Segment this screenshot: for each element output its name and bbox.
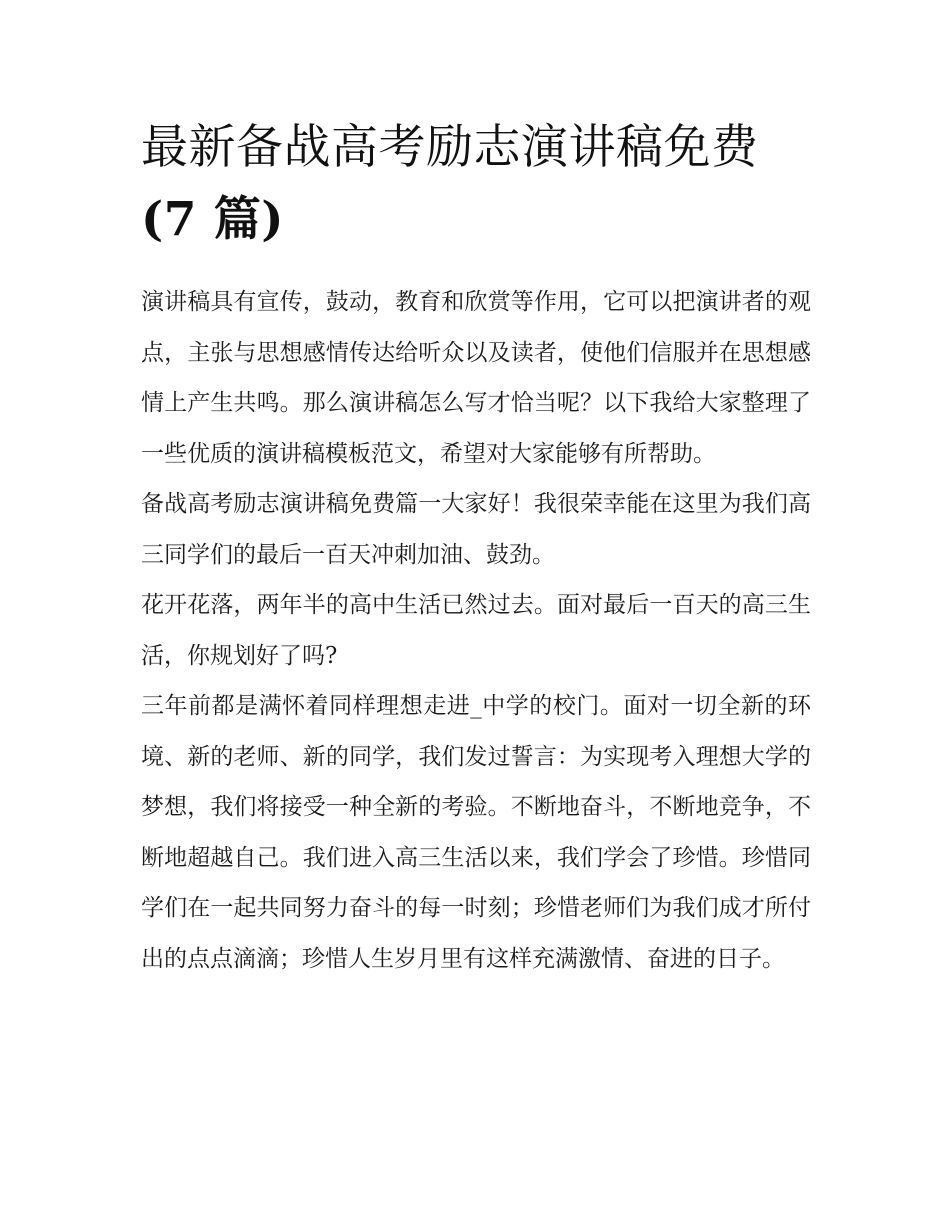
body-paragraph-2: 花开花落，两年半的高中生活已然过去。面对最后一百天的高三生活，你规划好了吗? [141,592,811,669]
body-paragraph-1: 备战高考励志演讲稿免费篇一大家好！我很荣幸能在这里为我们高三同学们的最后一百天冲刺加油、鼓劲。 [141,491,811,568]
title-line-1: 最新备战高考励志演讲稿免费 [141,120,759,175]
intro-paragraph: 演讲稿具有宣传，鼓动，教育和欣赏等作用，它可以把演讲者的观点，主张与思想感情传达给听众以及读者，使他们信服并在思想感情上产生共鸣。那么演讲稿怎么写才恰当呢？以下我给大家整理了一些优质的演讲稿模板范文，希望对大家能够有所帮助。 [141,289,811,467]
title-line-2: (7 篇) [141,192,285,247]
body-paragraph-3: 三年前都是满怀着同样理想走进_中学的校门。面对一切全新的环境、新的老师、新的同学，我们发过誓言：为实现考入理想大学的梦想，我们将接受一种全新的考验。不断地奋斗，不断地竞争，不断地超越自己。我们进入高三生活以来，我们学会了珍惜。珍惜同学们在一起共同努力奋斗的每一时刻；珍惜老师们为我们成才所付出的点点滴滴；珍惜人生岁月里有这样充满激情、奋进的日子。 [141,693,811,972]
document-title [141,112,811,256]
document-body [141,112,811,984]
